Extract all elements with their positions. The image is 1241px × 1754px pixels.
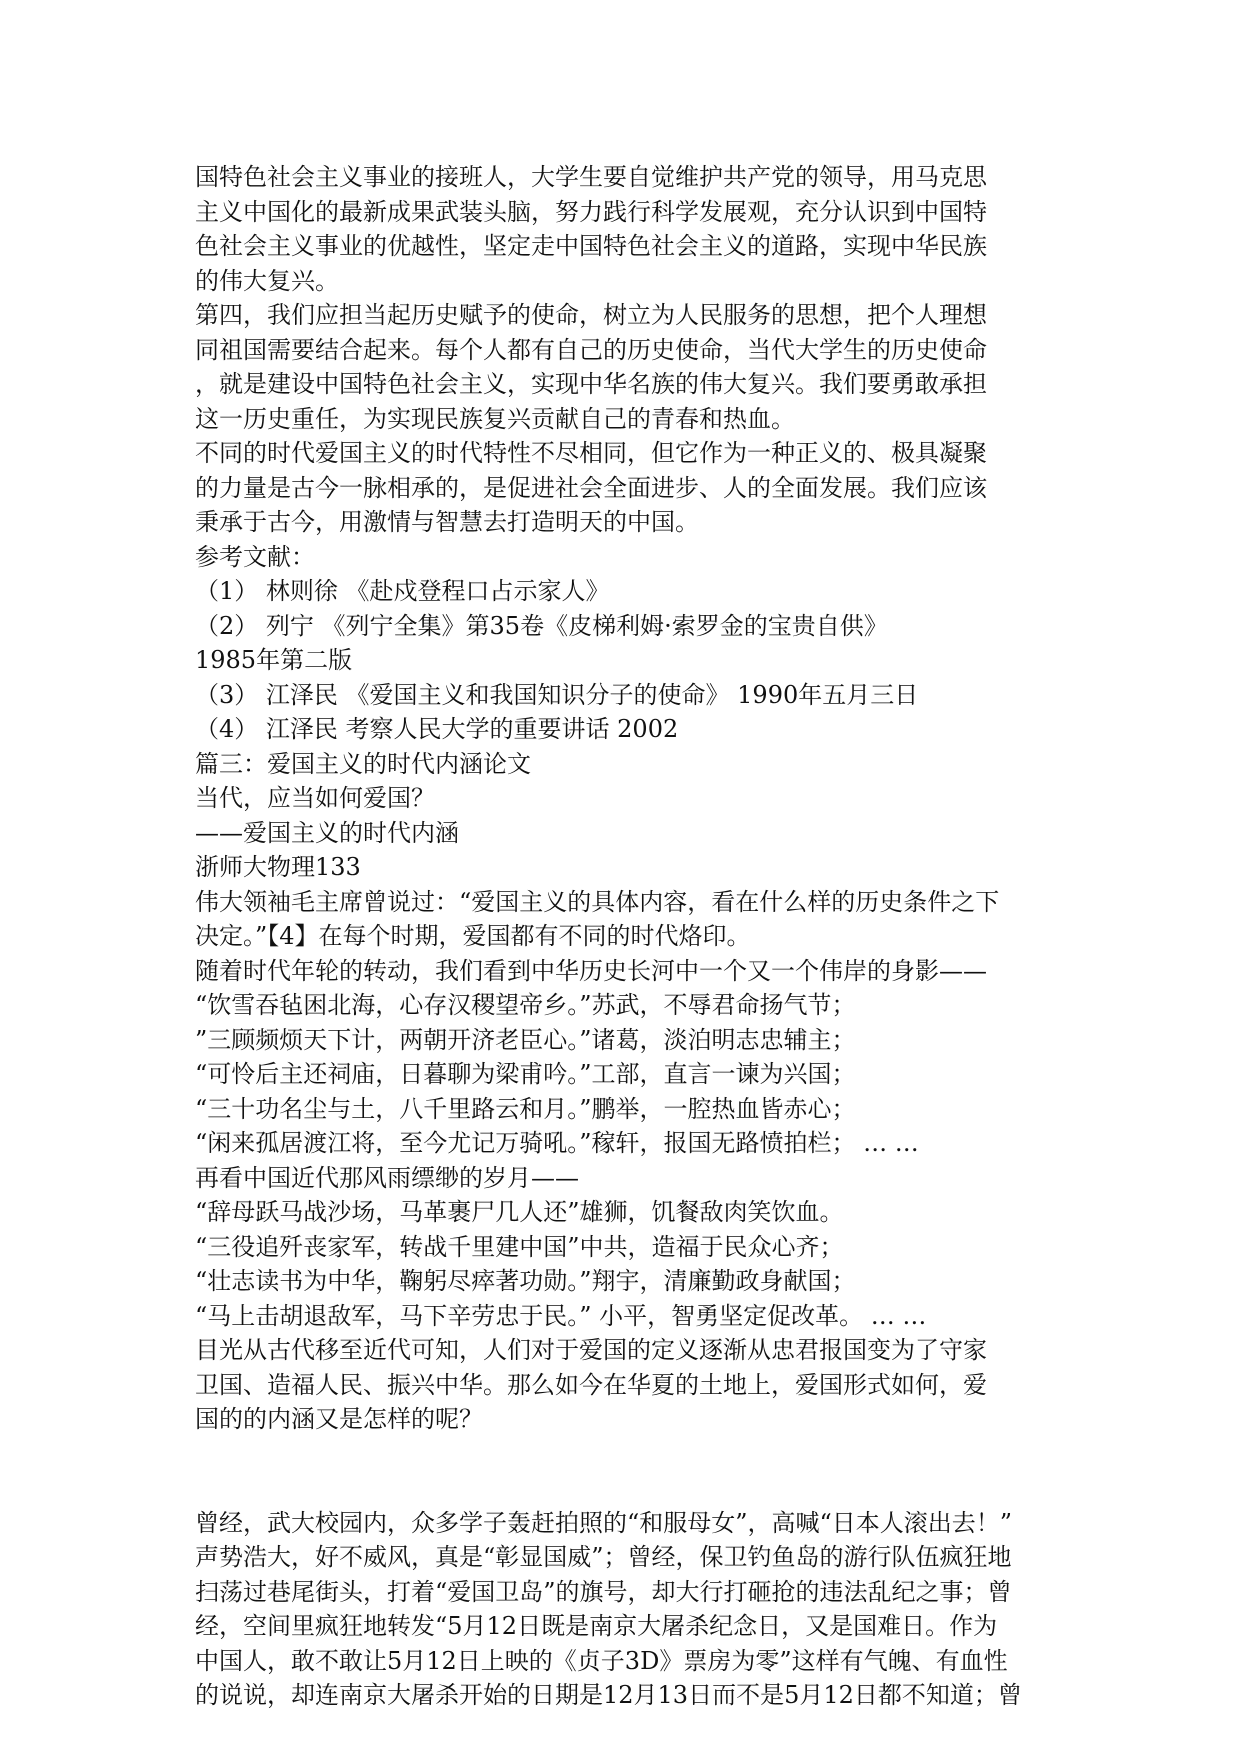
poem-line: “壮志读书为中华，鞠躬尽瘁著功勋。”翔宇，清廉勤政身献国；	[195, 1267, 856, 1295]
poem-line: “马上击胡退敌军，马下辛劳忠于民。” 小平，智勇坚定促改革。 … …	[195, 1301, 927, 1330]
text-line: 随着时代年轮的转动，我们看到中华历史长河中一个又一个伟岸的身影——	[195, 956, 987, 985]
text-line: 不同的时代爱国主义的时代特性不尽相同，但它作为一种正义的、极具凝聚	[195, 439, 987, 467]
poem-line: “三十功名尘与土，八千里路云和月。”鹏举，一腔热血皆赤心；	[195, 1094, 856, 1123]
text-line: 主义中国化的最新成果武装头脑，努力践行科学发展观，充分认识到中国特	[195, 197, 987, 226]
reference-item: （1） 林则徐 《赴戍登程口占示家人》	[195, 577, 610, 605]
references-heading: 参考文献：	[195, 542, 315, 571]
text-line: 扫荡过巷尾街头，打着“爱国卫岛”的旗号，却大行打砸抢的违法乱纪之事；曾	[195, 1577, 1012, 1606]
paragraph-gap	[195, 1437, 1075, 1506]
text-line: 决定。”【4】在每个时期，爱国都有不同的时代烙印。	[195, 922, 751, 950]
text-line: 中国人，敢不敢让5月12日上映的《贞子3D》票房为零”这样有气魄、有血性	[195, 1646, 1008, 1675]
text-line: 国特色社会主义事业的接班人，大学生要自觉维护共产党的领导，用马克思	[195, 163, 987, 191]
text-line: 秉承于古今，用激情与智慧去打造明天的中国。	[195, 508, 699, 536]
text-line: 同祖国需要结合起来。每个人都有自己的历史使命，当代大学生的历史使命	[195, 335, 987, 364]
text-line: 经，空间里疯狂地转发“5月12日既是南京大屠杀纪念日，又是国难日。作为	[195, 1612, 998, 1640]
text-line: 的力量是古今一脉相承的，是促进社会全面进步、人的全面发展。我们应该	[195, 473, 987, 502]
text-line: 卫国、造福人民、振兴中华。那么如今在华夏的土地上，爱国形式如何，爱	[195, 1370, 987, 1399]
poem-line: “可怜后主还祠庙，日暮聊为梁甫吟。”工部，直言一谏为兴国；	[195, 1060, 856, 1088]
reference-item: （3） 江泽民 《爱国主义和我国知识分子的使命》 1990年五月三日	[195, 680, 919, 709]
section-title: 篇三：爱国主义的时代内涵论文	[195, 749, 531, 778]
poem-line: ”三顾频烦天下计，两朝开济老臣心。”诸葛，淡泊明志忠辅主；	[195, 1025, 856, 1054]
article-subtitle: ——爱国主义的时代内涵	[195, 818, 459, 847]
reference-item: 1985年第二版	[195, 646, 353, 674]
text-block-2	[195, 1506, 1075, 1713]
text-line: 色社会主义事业的优越性，坚定走中国特色社会主义的道路，实现中华民族	[195, 232, 987, 260]
text-line: 的说说，却连南京大屠杀开始的日期是12月13日而不是5月12日都不知道；曾	[195, 1681, 1022, 1709]
text-line: 再看中国近代那风雨缥缈的岁月——	[195, 1163, 579, 1192]
article-title: 当代，应当如何爱国？	[195, 784, 435, 812]
poem-line: “三役追歼丧家军，转战千里建中国”中共，造福于民众心齐；	[195, 1232, 844, 1261]
poem-line: “饮雪吞毡困北海，心存汉稷望帝乡。”苏武，不辱君命扬气节；	[195, 991, 856, 1019]
text-line: 第四，我们应担当起历史赋予的使命，树立为人民服务的思想，把个人理想	[195, 301, 987, 329]
reference-item: （4） 江泽民 考察人民大学的重要讲话 2002	[195, 715, 679, 743]
text-line: ，就是建设中国特色社会主义，实现中华名族的伟大复兴。我们要勇敢承担	[195, 370, 987, 398]
document-page	[195, 160, 1075, 1713]
reference-item: （2） 列宁 《列宁全集》第35卷《皮梯利姆·索罗金的宝贵自供》	[195, 611, 888, 640]
author-line: 浙师大物理133	[195, 853, 361, 881]
text-block-1	[195, 160, 1075, 1437]
poem-line: “辞母跃马战沙场，马革裹尸几人还”雄狮，饥餐敌肉笑饮血。	[195, 1198, 844, 1226]
text-line: 国的的内涵又是怎样的呢？	[195, 1405, 483, 1433]
text-line: 目光从古代移至近代可知，人们对于爱国的定义逐渐从忠君报国变为了守家	[195, 1336, 987, 1364]
text-line: 曾经，武大校园内，众多学子轰赶拍照的“和服母女”，高喊“日本人滚出去！”	[195, 1508, 1013, 1537]
text-line: 的伟大复兴。	[195, 266, 339, 295]
text-line: 伟大领袖毛主席曾说过：“爱国主义的具体内容，看在什么样的历史条件之下	[195, 887, 1000, 916]
poem-line: “闲来孤居渡江将，至今尤记万骑吼。”稼轩，报国无路愤拍栏； … …	[195, 1129, 919, 1157]
text-line: 这一历史重任，为实现民族复兴贡献自己的青春和热血。	[195, 404, 795, 433]
text-line: 声势浩大，好不威风，真是“彰显国威”；曾经，保卫钓鱼岛的游行队伍疯狂地	[195, 1543, 1012, 1571]
